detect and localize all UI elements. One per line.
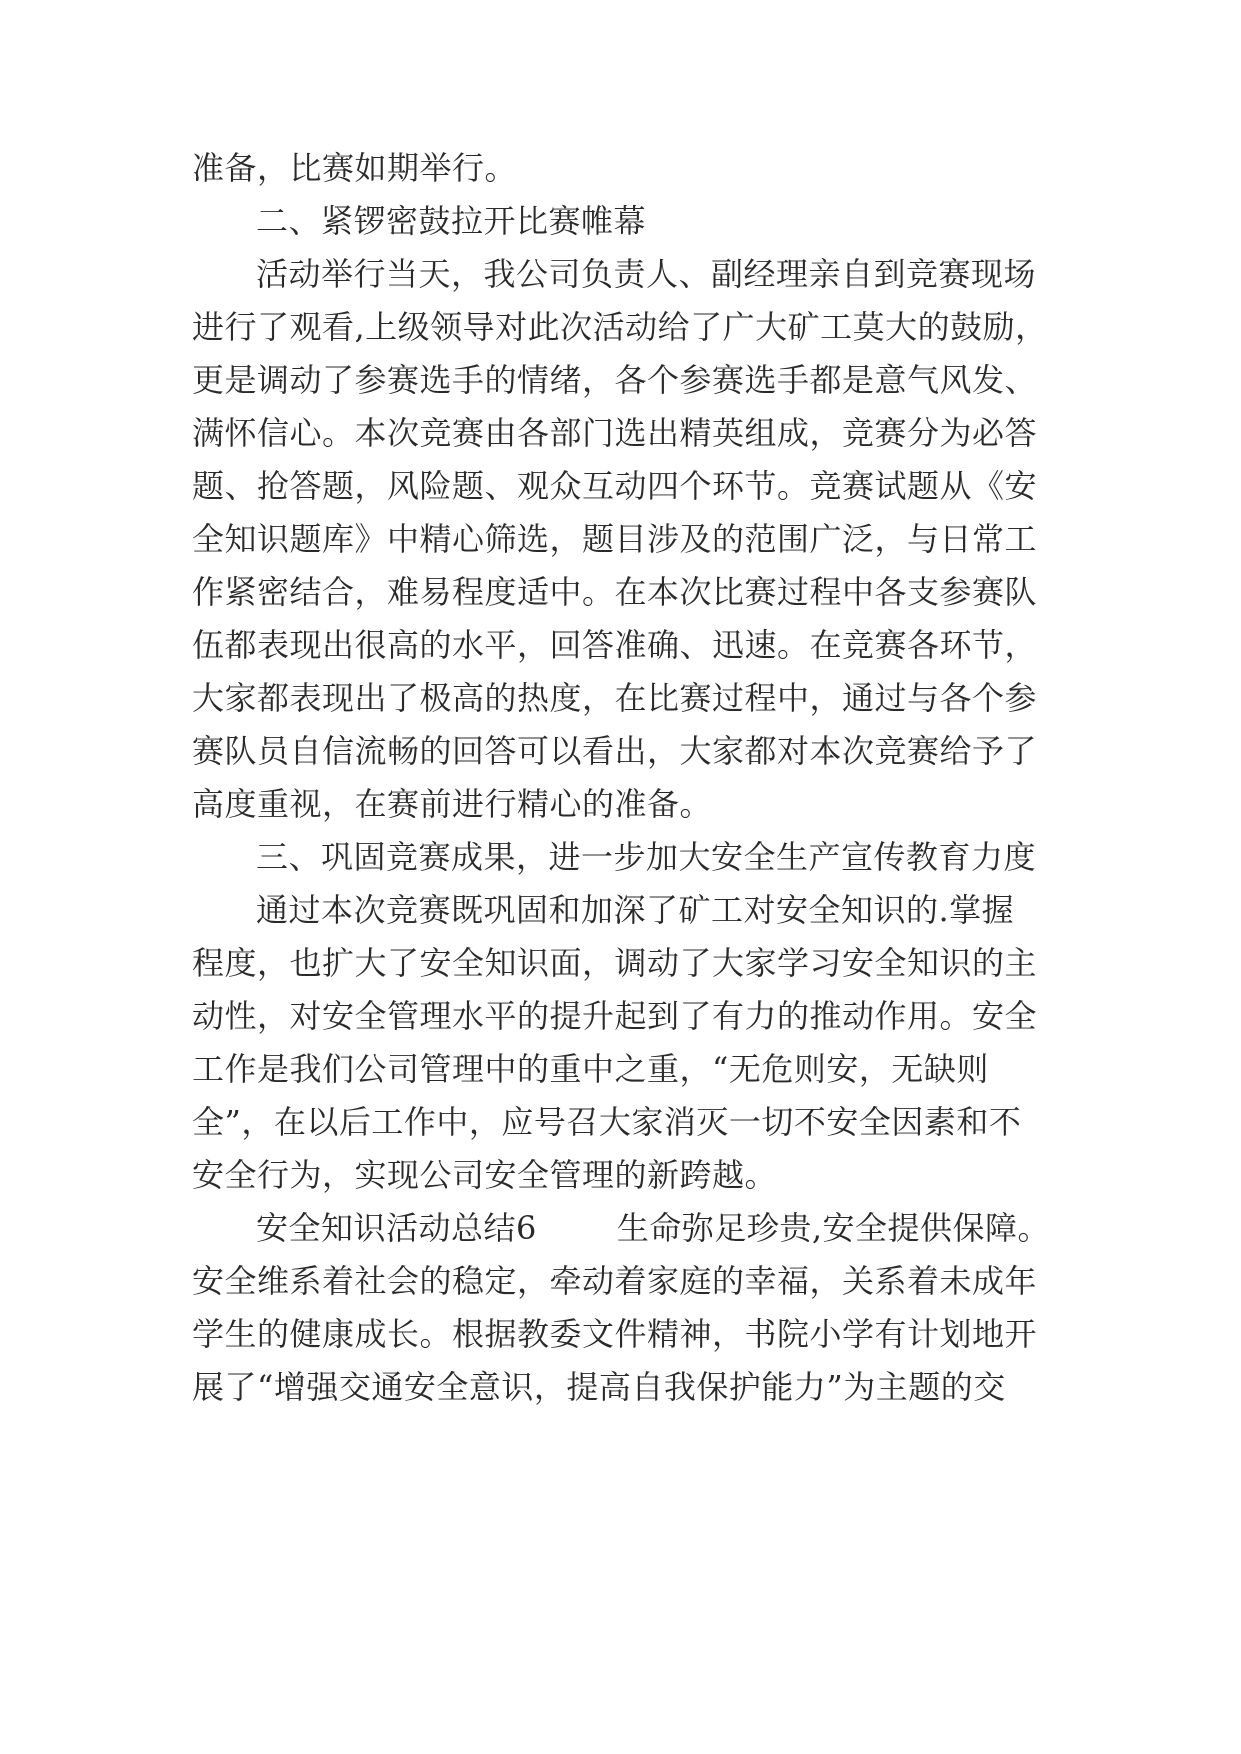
text-line: 进行了观看,上级领导对此次活动给了广大矿工莫大的鼓励，	[192, 308, 1048, 346]
text-line: 生命弥足珍贵,安全提供保障。	[616, 1209, 1051, 1247]
text-line: 伍都表现出很高的水平，回答准确、迅速。在竞赛各环节，	[192, 626, 1038, 664]
text-line: 通过本次竞赛既巩固和加深了矿工对安全知识的.掌握	[256, 891, 1015, 929]
section-heading: 二、紧锣密鼓拉开比赛帷幕	[256, 202, 647, 240]
text-line: 全”，在以后工作中，应号召大家消灭一切不安全因素和不	[192, 1103, 1022, 1141]
text-line: 赛队员自信流畅的回答可以看出，大家都对本次竞赛给予了	[192, 732, 1038, 770]
article-title-line	[256, 1208, 1072, 1248]
text-line: 工作是我们公司管理中的重中之重，“无危则安，无缺则	[192, 1050, 989, 1088]
text-line: 满怀信心。本次竞赛由各部门选出精英组成，竞赛分为必答	[192, 414, 1038, 452]
text-line: 活动举行当天，我公司负责人、副经理亲自到竞赛现场	[256, 255, 1037, 293]
text-line: 大家都表现出了极高的热度，在比赛过程中，通过与各个参	[192, 679, 1038, 717]
text-line: 安全行为，实现公司安全管理的新跨越。	[192, 1156, 778, 1194]
article-title: 安全知识活动总结6	[256, 1209, 537, 1247]
text-line: 展了“增强交通安全意识，提高自我保护能力”为主题的交	[192, 1368, 1006, 1406]
text-line: 学生的健康成长。根据教委文件精神，书院小学有计划地开	[192, 1315, 1038, 1353]
text-line: 高度重视，在赛前进行精心的准备。	[192, 785, 713, 823]
text-line: 动性，对安全管理水平的提升起到了有力的推动作用。安全	[192, 997, 1038, 1035]
text-line: 题、抢答题，风险题、观众互动四个环节。竞赛试题从《安	[192, 467, 1038, 505]
section-heading: 三、巩固竞赛成果，进一步加大安全生产宣传教育力度	[256, 838, 1037, 876]
text-line: 作紧密结合，难易程度适中。在本次比赛过程中各支参赛队	[192, 573, 1038, 611]
text-line: 程度，也扩大了安全知识面，调动了大家学习安全知识的主	[192, 944, 1038, 982]
text-line: 安全维系着社会的稳定，牵动着家庭的幸福，关系着未成年	[192, 1262, 1038, 1300]
text-line: 准备，比赛如期举行。	[192, 149, 518, 187]
text-line: 全知识题库》中精心筛选，题目涉及的范围广泛，与日常工	[192, 520, 1038, 558]
text-line: 更是调动了参赛选手的情绪，各个参赛选手都是意气风发、	[192, 361, 1038, 399]
